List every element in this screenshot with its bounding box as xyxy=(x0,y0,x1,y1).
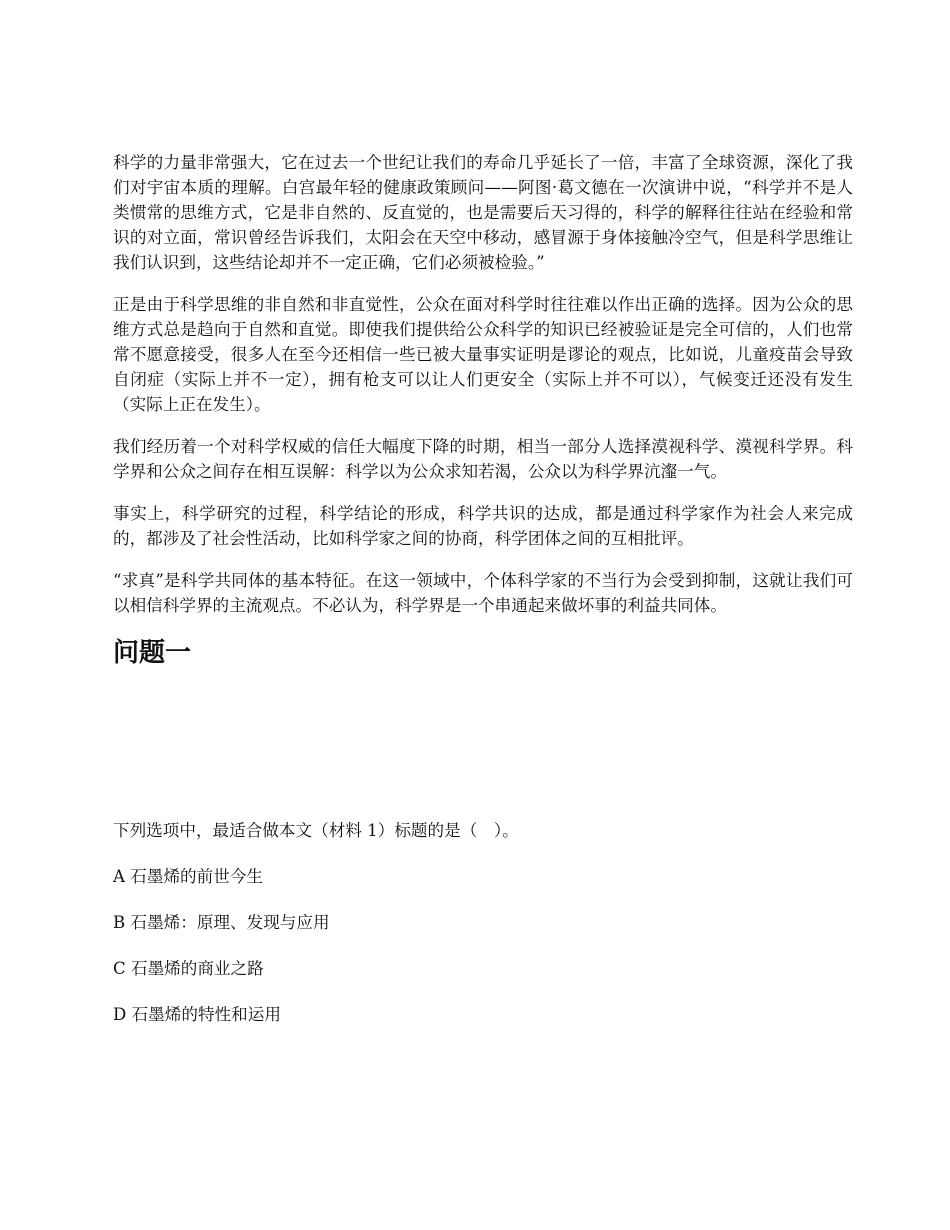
option-a: A 石墨烯的前世今生 xyxy=(113,867,264,886)
article-paragraph-4: 事实上，科学研究的过程，科学结论的形成，科学共识的达成，都是通过科学家作为社会人来完成的，都涉及了社会性活动，比如科学家之间的协商，科学团体之间的互相批评。 xyxy=(113,504,853,548)
question-prompt: 下列选项中，最适合做本文（材料 1）标题的是（ ）。 xyxy=(113,821,519,840)
question-block xyxy=(113,818,853,1048)
article xyxy=(113,150,853,671)
article-paragraph-2: 正是由于科学思维的非自然和非直觉性，公众在面对科学时往往难以作出正确的选择。因为公众的思维方式总是趋向于自然和直觉。即使我们提供给公众科学的知识已经被验证是完全可信的，人们也常常不愿意接受，很多人在至今还相信一些已被大量事实证明是谬论的观点，比如说，儿童疫苗会导致自闭症（实际上并不一定），拥有枪支可以让人们更安全（实际上并不可以），气候变迁还没有发生（实际上正在发生）。 xyxy=(113,295,853,414)
option-c: C 石墨烯的商业之路 xyxy=(113,959,264,978)
question-heading: 问题一 xyxy=(113,638,192,668)
option-d: D 石墨烯的特性和运用 xyxy=(113,1005,281,1024)
article-paragraph-1: 科学的力量非常强大，它在过去一个世纪让我们的寿命几乎延长了一倍，丰富了全球资源，深化了我们对宇宙本质的理解。白宫最年轻的健康政策顾问——阿图·葛文德在一次演讲中说，“科学并不是人类惯常的思维方式，它是非自然的、反直觉的，也是需要后天习得的，科学的解释往往站在经验和常识的对立面，常识曾经告诉我们，太阳会在天空中移动，感冒源于身体接触冷空气，但是科学思维让我们认识到，这些结论却并不一定正确，它们必须被检验。” xyxy=(113,153,853,272)
option-b: B 石墨烯：原理、发现与应用 xyxy=(113,913,330,932)
article-paragraph-3: 我们经历着一个对科学权威的信任大幅度下降的时期，相当一部分人选择漠视科学、漠视科学界。科学界和公众之间存在相互误解：科学以为公众求知若渴，公众以为科学界沆瀣一气。 xyxy=(113,437,853,481)
article-paragraph-5: “求真”是科学共同体的基本特征。在这一领域中，个体科学家的不当行为会受到抑制，这就让我们可以相信科学界的主流观点。不必认为，科学界是一个串通起来做坏事的利益共同体。 xyxy=(113,571,853,615)
